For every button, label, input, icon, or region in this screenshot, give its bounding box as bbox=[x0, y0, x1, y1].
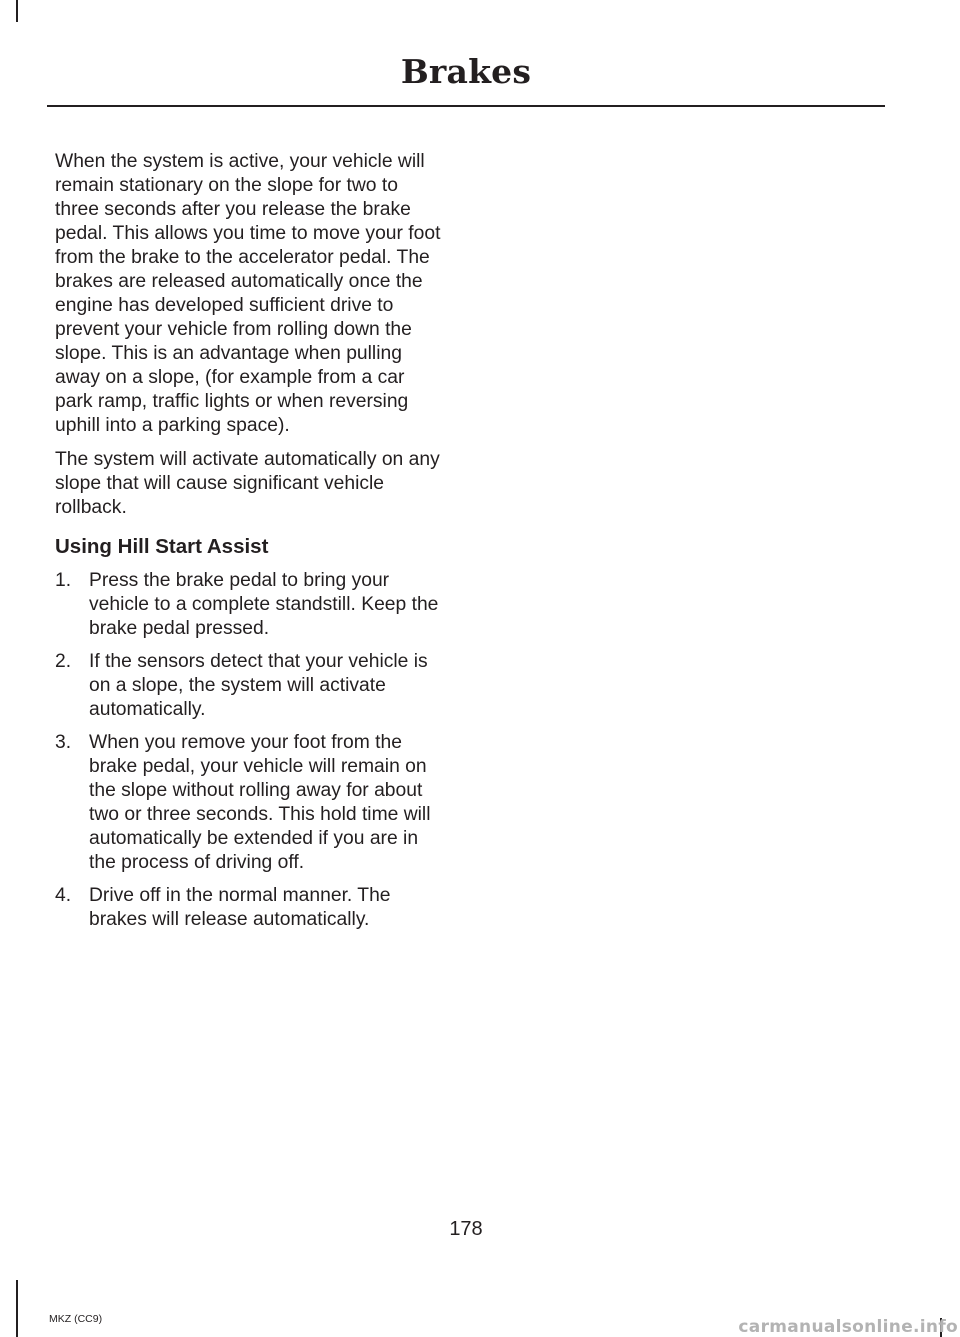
header-rule bbox=[47, 105, 885, 107]
crop-mark-top-left bbox=[16, 0, 18, 22]
watermark: carmanualsonline.info bbox=[738, 1317, 958, 1337]
list-item bbox=[55, 569, 447, 641]
section-heading: Using Hill Start Assist bbox=[55, 535, 269, 558]
main-column bbox=[55, 150, 447, 941]
step-text: Drive off in the normal manner. The brakes will release automatically. bbox=[89, 885, 391, 930]
step-number: 4. bbox=[55, 885, 72, 906]
list-item bbox=[55, 731, 447, 875]
model-code: MKZ (CC9) bbox=[49, 1313, 103, 1325]
step-number: 3. bbox=[55, 732, 72, 753]
page-title: Brakes bbox=[400, 52, 532, 91]
list-item bbox=[55, 884, 447, 932]
step-text: If the sensors detect that your vehicle is on a slope, the system will activate automatically. bbox=[89, 651, 428, 720]
paragraph: When the system is active, your vehicle will remain stationary on the slope for two to three seconds after you release the brake pedal. This allows you time to move your foot from the brake to the accelerator pedal. The brakes are released automatically once the engine has developed sufficient drive to prevent your vehicle from rolling down the slope. This is an advantage when pulling away on a slope, (for example from a car park ramp, traffic lights or when reversing uphill into a parking space). bbox=[55, 151, 441, 436]
step-number: 2. bbox=[55, 651, 72, 672]
page-number: 178 bbox=[449, 1218, 483, 1240]
step-number: 1. bbox=[55, 570, 72, 591]
paragraph: The system will activate automatically on any slope that will cause significant vehicle rollback. bbox=[55, 449, 440, 518]
list-item bbox=[55, 650, 447, 722]
step-text: When you remove your foot from the brake pedal, your vehicle will remain on the slope without rolling away for about two or three seconds. This hold time will automatically be extended if you are in the process of driving off. bbox=[89, 732, 431, 873]
crop-mark-bottom-left bbox=[16, 1280, 18, 1337]
step-text: Press the brake pedal to bring your vehicle to a complete standstill. Keep the brake pedal pressed. bbox=[89, 570, 439, 639]
